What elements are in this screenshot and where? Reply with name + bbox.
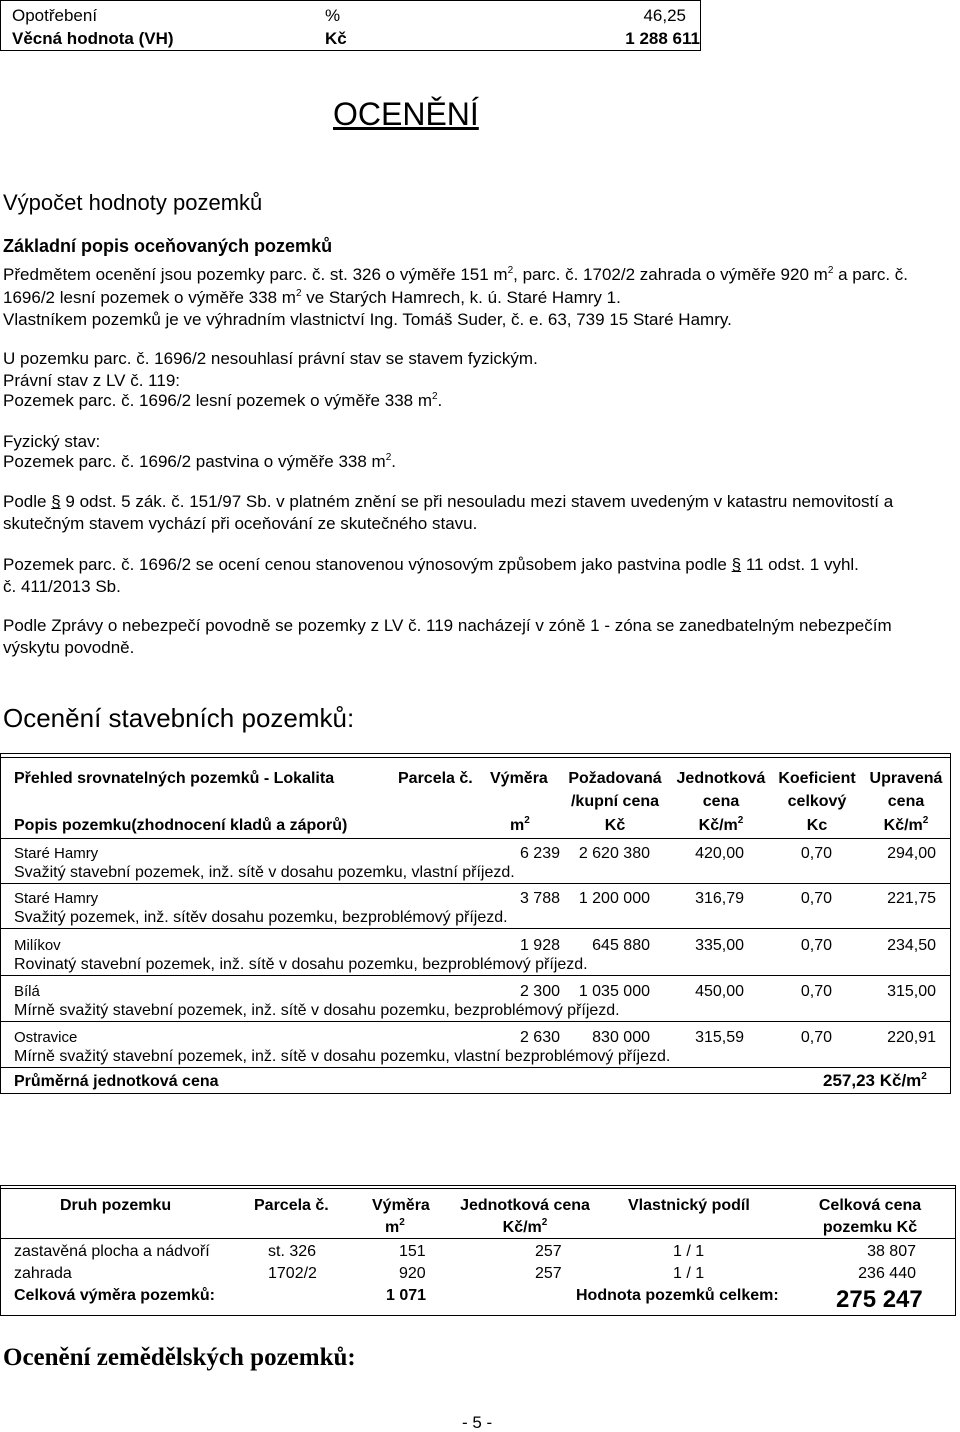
summary-row-jednotkova: 257: [535, 1243, 562, 1260]
row-lokalita: Ostravice: [14, 1029, 78, 1046]
total-label: Celková výměra pozemků:: [14, 1287, 215, 1304]
summary-row-parcela: 1702/2: [268, 1265, 317, 1282]
paragraph-line: Fyzický stav:: [3, 432, 101, 451]
row-upravena: 220,91: [887, 1029, 936, 1046]
paragraph-line: Podle Zprávy o nebezpečí povodně se pozemky z LV č. 119 nacházejí v zóně 1 - zóna se zanedbatelným nebezpečím: [3, 616, 892, 635]
hodnota-label: Hodnota pozemků celkem:: [576, 1287, 779, 1304]
header-jednotkova-unit: $Kč/m^2$: [502, 1217, 548, 1236]
opotrebeni-unit: %: [325, 6, 341, 25]
row-jednotkova: 335,00: [695, 937, 744, 954]
row-popis: Rovinatý stavební pozemek, inž. sítě v dosahu pozemku, bezproblémový příjezd.: [14, 956, 588, 973]
summary-row-celkova: 236 440: [858, 1265, 916, 1282]
row-popis: Mírně svažitý stavební pozemek, inž. sítě v dosahu pozemku, vlastní bezproblémový příjezd.: [14, 1048, 671, 1065]
page-title: OCENĚNÍ: [333, 96, 479, 132]
section-heading: Ocenění zemědělských pozemků:: [3, 1344, 356, 1371]
top-table-border: [0, 0, 1, 50]
table-divider: [0, 1021, 950, 1022]
opotrebeni-value: 46,25: [643, 6, 686, 25]
summary-row-druh: zahrada: [14, 1265, 72, 1282]
row-cena: 830 000: [592, 1029, 650, 1046]
paragraph-line: Pozemek parc. č. 1696/2 lesní pozemek o výměře 338 $m^2$.: [3, 391, 443, 410]
row-lokalita: Staré Hamry: [14, 890, 99, 907]
summary-row-podil: 1 / 1: [673, 1243, 705, 1260]
row-lokalita: Staré Hamry: [14, 845, 99, 862]
header-celkova: pozemku Kč: [822, 1219, 918, 1236]
summary-row-druh: zastavěná plocha a nádvoří: [14, 1243, 210, 1260]
paragraph-line: Pozemek parc. č. 1696/2 se ocení cenou stanovenou výnosovým způsobem jako pastvina podle § 11 odst. 1 vyhl.: [3, 555, 859, 574]
header-jednotkova: cena: [702, 793, 740, 810]
header-vymera: Výměra: [490, 770, 548, 787]
row-vymera: 2 300: [519, 983, 560, 1000]
row-popis: Svažitý pozemek, inž. sítěv dosahu pozemku, bezproblémový příjezd.: [14, 909, 508, 926]
paragraph-line: U pozemku parc. č. 1696/2 nesouhlasí právní stav se stavem fyzickým.: [3, 349, 538, 368]
paragraph-line: výskytu povodně.: [3, 638, 135, 657]
table-border: [0, 757, 950, 758]
header-pozadovana: Požadovaná: [568, 770, 662, 787]
row-cena: 645 880: [592, 937, 650, 954]
header-koeficient: Koeficient: [778, 770, 856, 787]
paragraph-line: č. 411/2013 Sb.: [3, 577, 121, 596]
section-subheading: Základní popis oceňovaných pozemků: [3, 236, 333, 256]
header-upravena: $Kč/m^2$: [883, 815, 929, 834]
table-divider: [0, 975, 950, 976]
paragraph-line: skutečným stavem vychází při oceňování ze skutečného stavu.: [3, 514, 478, 533]
row-jednotkova: 315,59: [695, 1029, 744, 1046]
row-lokalita: Bílá: [14, 983, 40, 1000]
table-border: [0, 753, 1, 1094]
paragraph-symbol: §: [731, 555, 742, 574]
opotrebeni-label: Opotřebení: [12, 6, 98, 25]
summary-row-vymera: 151: [399, 1243, 426, 1260]
vecna-hodnota-value: 1 288 611: [625, 29, 700, 48]
row-upravena: 234,50: [887, 937, 936, 954]
row-lokalita: Milíkov: [14, 937, 61, 954]
table-border: [0, 1185, 1, 1315]
header-podil: Vlastnický podíl: [628, 1197, 750, 1214]
table-divider: [0, 883, 950, 884]
table-divider: [0, 1238, 955, 1239]
row-jednotkova: 420,00: [695, 845, 744, 862]
row-koef: 0,70: [800, 845, 832, 862]
header-vymera: Výměra: [372, 1197, 430, 1214]
summary-row-podil: 1 / 1: [673, 1265, 705, 1282]
header-popis: Popis pozemku(zhodnocení kladů a záporů): [14, 817, 348, 834]
row-koef: 0,70: [800, 983, 832, 1000]
paragraph-symbol: §: [51, 492, 61, 511]
paragraph-line: 1696/2 lesní pozemek o výměře 338 $m^2$ ve Starých Hamrech, k. ú. Staré Hamry 1.: [3, 288, 621, 307]
header-jednotkova: Jednotková: [676, 770, 766, 787]
table-border: [0, 1315, 956, 1316]
row-vymera: 1 928: [519, 937, 560, 954]
header-upravena: Upravená: [869, 770, 943, 787]
header-celkova: Celková cena: [818, 1197, 922, 1214]
table-border: [0, 753, 950, 754]
header-jednotkova: $Kč/m^2$: [698, 815, 744, 834]
paragraph-line: Pozemek parc. č. 1696/2 pastvina o výměře 338 $m^2$.: [3, 452, 396, 471]
header-koeficient: celkový: [787, 793, 847, 810]
row-koef: 0,70: [800, 890, 832, 907]
header-pozadovana: /kupní cena: [570, 793, 660, 810]
paragraph-line: Podle § 9 odst. 5 zák. č. 151/97 Sb. v platném znění se při nesouladu mezi stavem uvedeným v katastru nemovitostí a: [3, 492, 894, 511]
header-druh: Druh pozemku: [60, 1197, 172, 1214]
paragraph-line: Vlastníkem pozemků je ve výhradním vlastnictví Ing. Tomáš Suder, č. e. 63, 739 15 Staré Hamry.: [3, 310, 732, 329]
row-cena: 1 035 000: [578, 983, 650, 1000]
row-upravena: 221,75: [887, 890, 936, 907]
total-vymera: 1 071: [386, 1287, 427, 1304]
row-upravena: 315,00: [887, 983, 936, 1000]
row-koef: 0,70: [800, 937, 832, 954]
paragraph-line: Předmětem ocenění jsou pozemky parc. č. st. 326 o výměře 151 $m^2$, parc. č. 1702/2 zahrada o výměře 920 $m^2$ a parc. č.: [3, 265, 909, 284]
table-border: [950, 753, 951, 1094]
page-number: - 5 -: [462, 1413, 493, 1432]
row-popis: Svažitý stavební pozemek, inž. sítě v dosahu pozemku, vlastní příjezd.: [14, 864, 515, 881]
header-vymera-unit: $m^2$: [385, 1217, 405, 1236]
top-table-border: [0, 0, 700, 1]
header-parcela: Parcela č.: [398, 770, 473, 787]
header-lokalita: Přehled srovnatelných pozemků - Lokalita: [14, 770, 335, 787]
table-divider: [0, 928, 950, 929]
header-vymera-unit: $m^2$: [510, 815, 530, 834]
header-pozadovana: Kč: [604, 817, 626, 834]
header-jednotkova: Jednotková cena: [460, 1197, 590, 1214]
section-heading: Ocenění stavebních pozemků:: [3, 703, 355, 733]
section-heading: Výpočet hodnoty pozemků: [3, 190, 263, 215]
table-border: [955, 1185, 956, 1315]
summary-row-celkova: 38 807: [867, 1243, 916, 1260]
table-border: [0, 1185, 955, 1186]
summary-row-vymera: 920: [399, 1265, 426, 1282]
row-vymera: 3 788: [519, 890, 560, 907]
average-label: Průměrná jednotková cena: [14, 1073, 219, 1090]
header-koeficient: Kc: [806, 817, 828, 834]
table-divider: [0, 1067, 950, 1068]
row-popis: Mírně svažitý stavební pozemek, inž. sítě v dosahu pozemku, bezproblémový příjezd.: [14, 1002, 620, 1019]
average-value: 257,23 $Kč/m^2$: [823, 1071, 927, 1090]
row-vymera: 2 630: [519, 1029, 560, 1046]
row-jednotkova: 450,00: [695, 983, 744, 1000]
hodnota-value: 275 247: [836, 1286, 923, 1313]
paragraph-line: Právní stav z LV č. 119:: [3, 371, 181, 390]
row-upravena: 294,00: [887, 845, 936, 862]
table-border: [0, 1093, 951, 1094]
table-border: [0, 1188, 955, 1189]
summary-row-parcela: st. 326: [268, 1243, 317, 1260]
top-table-border: [700, 0, 701, 50]
vecna-hodnota-label: Věcná hodnota (VH): [12, 29, 174, 48]
header-parcela: Parcela č.: [254, 1197, 329, 1214]
top-table-border: [0, 50, 701, 51]
row-vymera: 6 239: [519, 845, 560, 862]
summary-row-jednotkova: 257: [535, 1265, 562, 1282]
row-koef: 0,70: [800, 1029, 832, 1046]
vecna-hodnota-unit: Kč: [325, 29, 347, 48]
header-upravena: cena: [887, 793, 925, 810]
row-jednotkova: 316,79: [695, 890, 744, 907]
table-divider: [0, 838, 950, 839]
row-cena: 1 200 000: [578, 890, 650, 907]
row-cena: 2 620 380: [578, 845, 650, 862]
